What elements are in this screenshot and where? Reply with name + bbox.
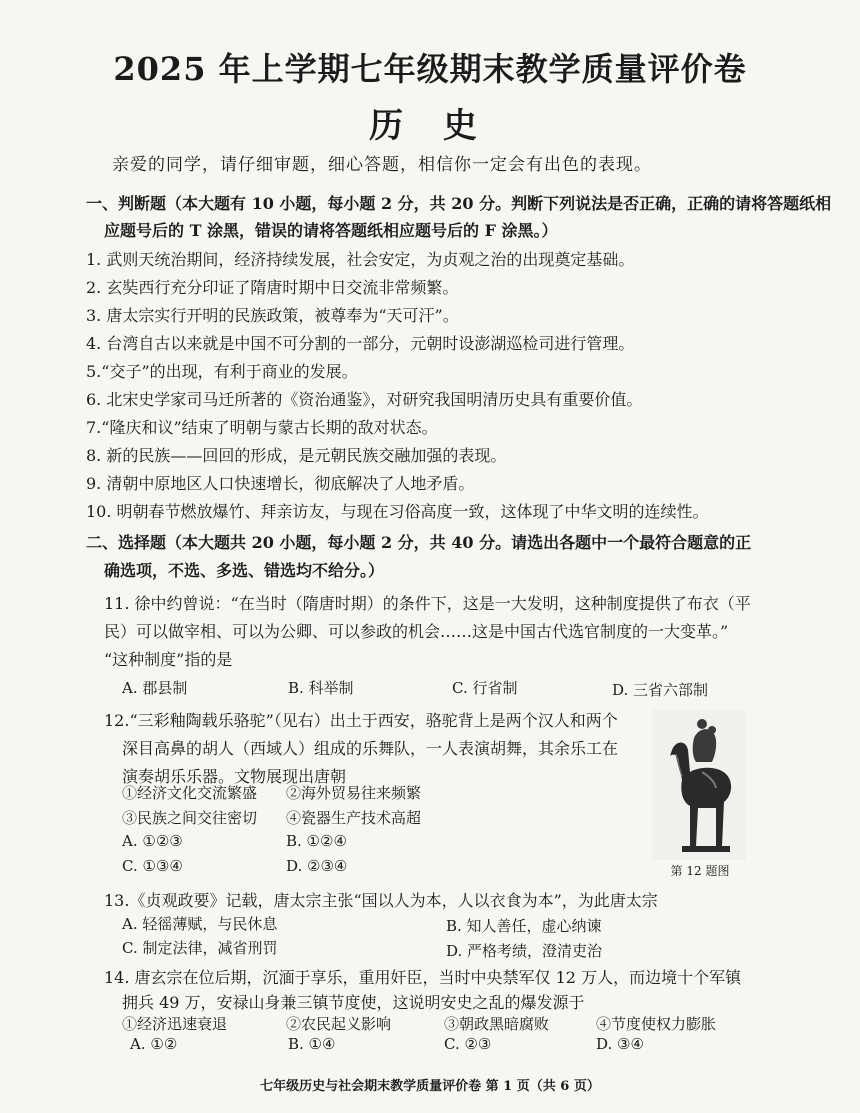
judge-item: 9. 清朝中原地区人口快速增长，彻底解决了人地矛盾。 [86, 474, 475, 493]
section2-heading: 二、选择题（本大题共 20 小题，每小题 2 分，共 40 分。请选出各题中一个最符合题意的正 [86, 533, 752, 552]
q11-option-b: B. 科举制 [288, 679, 354, 697]
judge-item: 1. 武则天统治期间，经济持续发展，社会安定，为贞观之治的出现奠定基础。 [86, 250, 635, 269]
q14-statement-1: ①经济迅速衰退 [122, 1015, 228, 1033]
q14-option-b: B. ①④ [288, 1035, 336, 1053]
q13-option-b: B. 知人善任，虚心纳谏 [446, 917, 602, 935]
q12-statement-3: ③民族之间交往密切 [122, 809, 258, 827]
section2-heading-cont: 确选项，不选、多选、错选均不给分。） [104, 561, 385, 580]
judge-item: 2. 玄奘西行充分印证了隋唐时期中日交流非常频繁。 [86, 278, 459, 297]
q12-text: 演奏胡乐乐器。文物展现出唐朝 [122, 767, 347, 786]
q14-option-d: D. ③④ [596, 1035, 644, 1053]
q12-option-b: B. ①②④ [286, 832, 347, 850]
q11-text: 11. 徐中约曾说：“在当时（隋唐时期）的条件下，这是一大发明，这种制度提供了布衣（平 [104, 594, 751, 613]
q13-text: 13.《贞观政要》记载，唐太宗主张“国以人为本，人以衣食为本”，为此唐太宗 [104, 891, 658, 910]
page-footer: 七年级历史与社会期末教学质量评价卷 第 1 页（共 6 页） [260, 1079, 600, 1094]
judge-item: 6. 北宋史学家司马迁所著的《资治通鉴》，对研究我国明清历史具有重要价值。 [86, 390, 643, 409]
camel-figure-image [652, 710, 746, 860]
q14-statement-4: ④节度使权力膨胀 [596, 1015, 717, 1033]
judge-item: 8. 新的民族——回回的形成，是元朝民族交融加强的表现。 [86, 446, 507, 465]
judge-item: 7.“隆庆和议”结束了明朝与蒙古长期的敌对状态。 [86, 418, 438, 437]
q12-text: 深目高鼻的胡人（西域人）组成的乐舞队，一人表演胡舞，其余乐工在 [122, 739, 619, 758]
exam-title: 2025 年上学期七年级期末教学质量评价卷 [113, 50, 747, 88]
q14-statement-2: ②农民起义影响 [286, 1015, 392, 1033]
q11-option-a: A. 郡县制 [122, 679, 188, 697]
q13-option-d: D. 严格考绩，澄清吏治 [446, 942, 603, 960]
q14-text: 14. 唐玄宗在位后期，沉湎于享乐，重用奸臣，当时中央禁军仅 12 万人，而边境十个军镇 [104, 968, 742, 987]
q12-statement-1: ①经济文化交流繁盛 [122, 784, 258, 802]
subject-title: 历 史 [369, 106, 491, 146]
judge-item: 5.“交子”的出现，有利于商业的发展。 [86, 362, 358, 381]
q12-option-c: C. ①③④ [122, 857, 183, 875]
q11-text: 民）可以做宰相、可以为公卿、可以参政的机会……这是中国古代选官制度的一大变革。” [104, 622, 729, 641]
q12-option-a: A. ①②③ [122, 832, 183, 850]
q11-text: “这种制度”指的是 [104, 650, 233, 669]
section1-heading: 一、判断题（本大题有 10 小题，每小题 2 分，共 20 分。判断下列说法是否正确，正确的请将答题纸相 [86, 194, 832, 213]
q14-statement-3: ③朝政黑暗腐败 [444, 1015, 550, 1033]
q14-text: 拥兵 49 万，安禄山身兼三镇节度使，这说明安史之乱的爆发源于 [122, 993, 585, 1012]
camel-figure-icon [652, 710, 746, 860]
judge-item: 4. 台湾自古以来就是中国不可分割的一部分，元朝时设澎湖巡检司进行管理。 [86, 334, 635, 353]
q14-option-a: A. ①② [130, 1035, 178, 1053]
q13-option-c: C. 制定法律，减省刑罚 [122, 939, 278, 957]
q14-option-c: C. ②③ [444, 1035, 492, 1053]
q12-option-d: D. ②③④ [286, 857, 348, 875]
intro-text: 亲爱的同学，请仔细审题，细心答题，相信你一定会有出色的表现。 [112, 155, 652, 175]
judge-item: 10. 明朝春节燃放爆竹、拜亲访友，与现在习俗高度一致，这体现了中华文明的连续性。 [86, 502, 709, 521]
q11-option-d: D. 三省六部制 [612, 681, 709, 699]
q12-text: 12.“三彩釉陶载乐骆驼”（见右）出土于西安，骆驼背上是两个汉人和两个 [104, 711, 618, 730]
q11-option-c: C. 行省制 [452, 679, 518, 697]
judge-item: 3. 唐太宗实行开明的民族政策，被尊奉为“天可汗”。 [86, 306, 459, 325]
q12-statement-2: ②海外贸易往来频繁 [286, 784, 422, 802]
q12-statement-4: ④瓷器生产技术高超 [286, 809, 422, 827]
figure-caption: 第 12 题图 [670, 864, 730, 878]
section1-heading-cont: 应题号后的 T 涂黑，错误的请将答题纸相应题号后的 F 涂黑。） [104, 221, 558, 240]
q13-option-a: A. 轻徭薄赋，与民休息 [122, 915, 278, 933]
